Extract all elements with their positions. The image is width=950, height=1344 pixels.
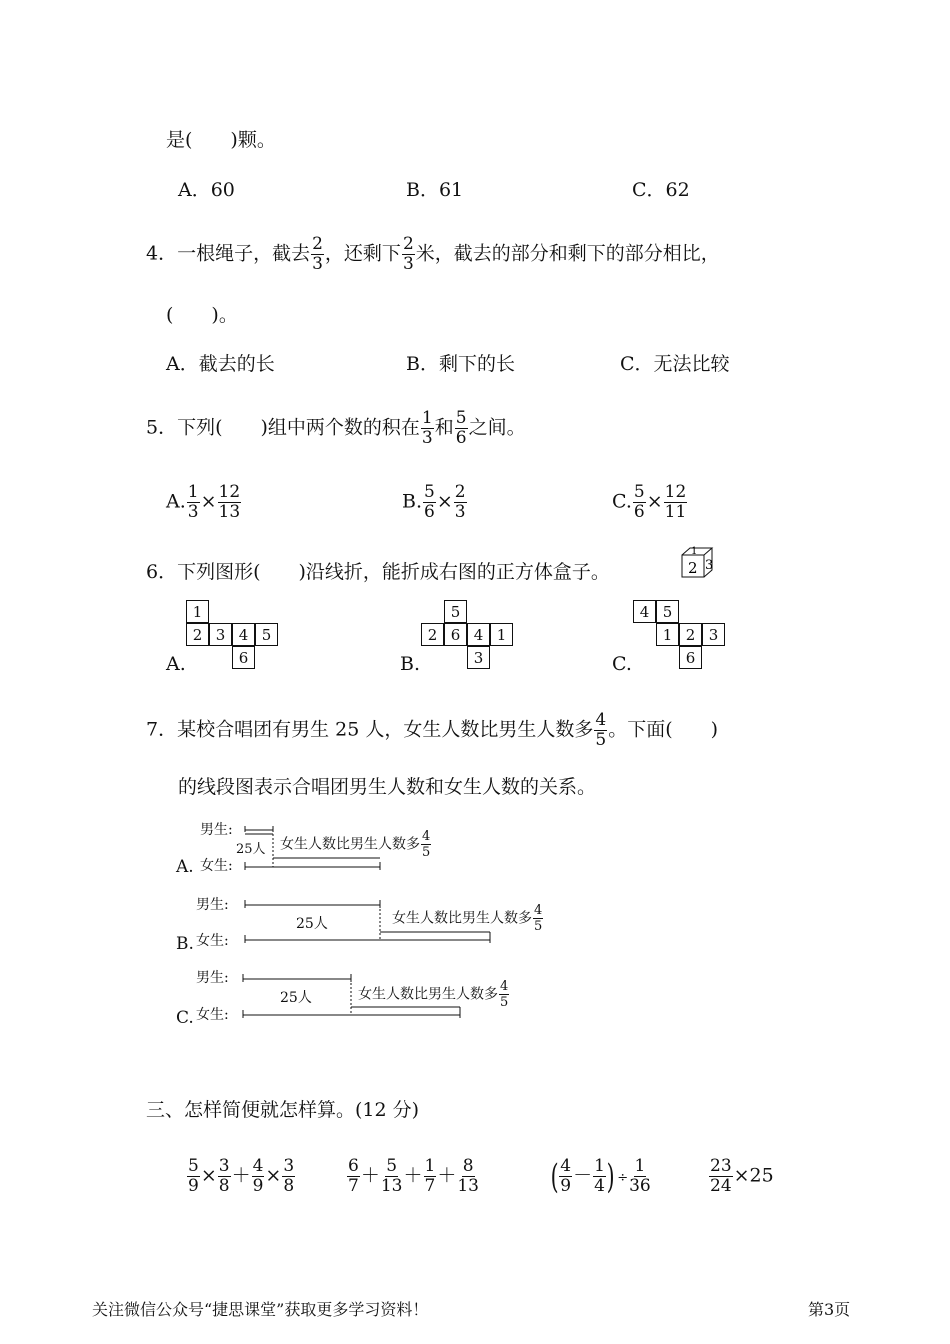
expression-4: $\frac{23}{24}$ ×25 bbox=[710, 1156, 774, 1196]
expression-1: $\frac{5}{9}$ × $\frac{3}{8}$ ＋ $\frac{4}{9}$ × $\frac{3}{8}$ bbox=[188, 1156, 295, 1196]
net-b-label: B. bbox=[400, 653, 421, 675]
q3-stem-tail: 是( )颗。 bbox=[166, 129, 276, 151]
net-c: 4 5 1 2 3 6 bbox=[633, 600, 733, 670]
boy-label: 男生: bbox=[200, 822, 233, 838]
q4-stem: 4．一根绳子，截去 $\frac{2}{3}$ ，还剩下 $\frac{2}{3}$ 米，截去的部分和剩下的部分相比， bbox=[146, 234, 720, 274]
net-a-label: A. bbox=[166, 653, 186, 675]
net-b: 5 2 6 4 1 3 bbox=[421, 600, 521, 670]
diagram-c-note: 女生人数比男生人数多 $\frac{4}{5}$ bbox=[358, 979, 509, 1010]
svg-text:3: 3 bbox=[705, 558, 714, 573]
q5-option-a: A. $\frac{1}{3}$ × $\frac{12}{13}$ bbox=[166, 482, 241, 522]
q3-option-b: B．61 bbox=[406, 179, 464, 201]
girl-label: 女生: bbox=[196, 1007, 229, 1023]
q7-stem: 7．某校合唱团有男生 25 人，女生人数比男生人数多 $\frac{4}{5}$ 。下面( ) bbox=[146, 710, 719, 750]
q5-stem: 5．下列( )组中两个数的积在 $\frac{1}{3}$ 和 $\frac{5}{6}$ 之间。 bbox=[146, 408, 526, 448]
q3-option-c: C．62 bbox=[632, 179, 690, 201]
q4-option-c: C．无法比较 bbox=[620, 353, 730, 375]
fraction: $\frac{1}{3}$ bbox=[421, 408, 433, 448]
svg-text:1: 1 bbox=[691, 546, 698, 557]
count-label: 25人 bbox=[296, 916, 328, 932]
expression-3: ( $\frac{4}{9}$ － $\frac{1}{4}$ ) ÷ $\frac{1}{36}$ bbox=[550, 1156, 651, 1197]
girl-label: 女生: bbox=[196, 933, 229, 949]
count-label: 25人 bbox=[236, 842, 266, 857]
boy-label: 男生: bbox=[196, 970, 229, 986]
boy-label: 男生: bbox=[196, 897, 229, 913]
q7-stem-line2: 的线段图表示合唱团男生人数和女生人数的关系。 bbox=[178, 776, 597, 798]
footer-promo: 关注微信公众号“捷思课堂”获取更多学习资料！ bbox=[92, 1300, 429, 1319]
net-a: 1 2 3 4 5 6 bbox=[186, 600, 286, 670]
q5-option-b: B. $\frac{5}{6}$ × $\frac{2}{3}$ bbox=[402, 482, 466, 522]
section3-title: 三、怎样简便就怎样算。(12 分) bbox=[146, 1099, 420, 1121]
diagram-a-label: A. bbox=[176, 857, 194, 877]
q4-option-b: B．剩下的长 bbox=[406, 353, 515, 375]
q4-option-a: A．截去的长 bbox=[166, 353, 275, 375]
q6-stem: 6．下列图形( )沿线折，能折成右图的正方体盒子。 bbox=[146, 561, 610, 583]
cube-figure bbox=[680, 545, 718, 581]
fraction: $\frac{2}{3}$ bbox=[312, 234, 323, 274]
fraction: $\frac{5}{6}$ bbox=[455, 408, 467, 448]
net-c-label: C. bbox=[612, 653, 632, 675]
expression-2: $\frac{6}{7}$ ＋ $\frac{5}{13}$ ＋ $\frac{1}{7}$ ＋ $\frac{8}{13}$ bbox=[348, 1156, 479, 1196]
fraction: $\frac{4}{5}$ bbox=[595, 710, 607, 750]
diagram-a-note: 女生人数比男生人数多 $\frac{4}{5}$ bbox=[280, 829, 431, 860]
count-label: 25人 bbox=[280, 990, 312, 1006]
q3-option-a: A．60 bbox=[178, 179, 235, 201]
diagram-b-label: B. bbox=[176, 934, 194, 954]
svg-text:2: 2 bbox=[688, 559, 698, 577]
diagram-c-label: C. bbox=[176, 1008, 194, 1028]
q4-answer-blank: ( )。 bbox=[166, 304, 238, 326]
page-number: 第3页 bbox=[808, 1300, 851, 1319]
q5-option-c: C. $\frac{5}{6}$ × $\frac{12}{11}$ bbox=[612, 482, 687, 522]
diagram-b-note: 女生人数比男生人数多 $\frac{4}{5}$ bbox=[392, 903, 543, 934]
girl-label: 女生: bbox=[200, 858, 233, 874]
fraction: $\frac{2}{3}$ bbox=[402, 234, 414, 274]
